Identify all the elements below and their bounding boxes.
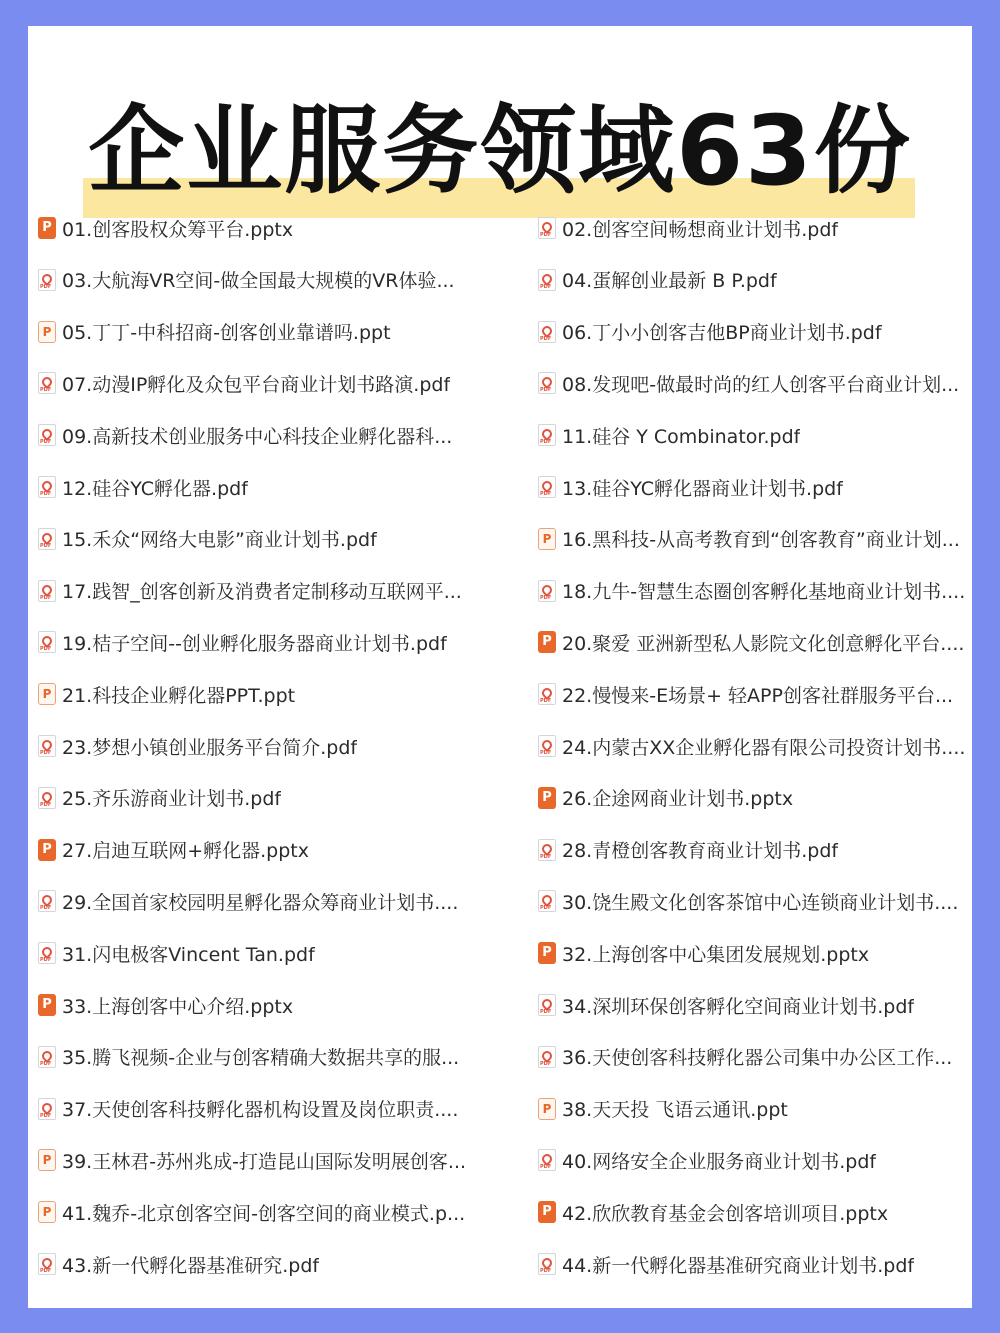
file-name: 42.欣欣教育基金会创客培训项目.pptx — [562, 1202, 889, 1225]
pdf-file-icon — [38, 528, 56, 550]
file-item[interactable] — [38, 1248, 478, 1280]
file-name: 18.九牛-智慧生态圈创客孵化基地商业计划书.... — [562, 581, 966, 604]
file-item[interactable] — [538, 782, 978, 814]
file-item[interactable] — [38, 1196, 478, 1228]
file-item[interactable] — [538, 471, 978, 503]
file-item[interactable] — [538, 316, 978, 348]
file-name: 02.创客空间畅想商业计划书.pdf — [562, 218, 839, 241]
file-name: 38.天天投 飞语云通讯.ppt — [562, 1099, 788, 1122]
pdf-file-icon — [538, 424, 556, 446]
pdf-file-icon — [538, 1253, 556, 1275]
pdf-file-icon — [538, 839, 556, 861]
file-item[interactable] — [538, 678, 978, 710]
file-name: 30.饶生殿文化创客茶馆中心连锁商业计划书.... — [562, 891, 959, 914]
file-name: 15.禾众“网络大电影”商业计划书.pdf — [62, 529, 377, 552]
pdf-file-icon — [538, 1046, 556, 1068]
pdf-file-icon — [538, 1149, 556, 1171]
file-name: 13.硅谷YC孵化器商业计划书.pdf — [562, 477, 843, 500]
pdf-file-icon — [38, 372, 56, 394]
file-name: 08.发现吧-做最时尚的红人创客平台商业计划... — [562, 373, 960, 396]
file-item[interactable] — [538, 419, 978, 451]
pdf-file-icon — [538, 580, 556, 602]
file-name: 21.科技企业孵化器PPT.ppt — [62, 684, 296, 707]
file-item[interactable] — [38, 1093, 478, 1125]
file-item[interactable] — [538, 626, 978, 658]
pptx-file-icon — [38, 217, 56, 239]
pptx-file-icon — [538, 631, 556, 653]
pdf-file-icon — [38, 1046, 56, 1068]
pdf-file-icon — [538, 372, 556, 394]
poster-card — [28, 26, 972, 1308]
file-name: 03.大航海VR空间-做全国最大规模的VR体验... — [62, 270, 455, 293]
file-name: 27.启迪互联网+孵化器.pptx — [62, 840, 309, 863]
file-name: 34.深圳环保创客孵化空间商业计划书.pdf — [562, 995, 915, 1018]
file-name: 43.新一代孵化器基准研究.pdf — [62, 1254, 320, 1277]
pdf-file-icon — [38, 580, 56, 602]
ppt-file-icon — [38, 321, 56, 343]
file-name: 26.企途网商业计划书.pptx — [562, 788, 794, 811]
file-name: 39.王林君-苏州兆成-打造昆山国际发明展创客... — [62, 1150, 467, 1173]
pdf-file-icon — [538, 321, 556, 343]
file-name: 33.上海创客中心介绍.pptx — [62, 995, 294, 1018]
file-name: 24.内蒙古XX企业孵化器有限公司投资计划书.... — [562, 736, 966, 759]
file-name: 37.天使创客科技孵化器机构设置及岗位职责.... — [62, 1099, 459, 1122]
file-name: 41.魏乔-北京创客空间-创客空间的商业模式.p... — [62, 1202, 466, 1225]
file-name: 32.上海创客中心集团发展规划.pptx — [562, 943, 870, 966]
file-item[interactable] — [538, 1041, 978, 1073]
page-title: 企业服务领域63份 — [88, 95, 912, 207]
title-area — [28, 96, 972, 206]
file-name: 11.硅谷 Y Combinator.pdf — [562, 425, 801, 448]
file-item[interactable] — [38, 834, 478, 866]
file-item[interactable] — [38, 1144, 478, 1176]
file-item[interactable] — [38, 419, 478, 451]
pdf-file-icon — [538, 476, 556, 498]
file-name: 23.梦想小镇创业服务平台简介.pdf — [62, 736, 358, 759]
ppt-file-icon — [538, 528, 556, 550]
pdf-file-icon — [538, 994, 556, 1016]
file-name: 12.硅谷YC孵化器.pdf — [62, 477, 248, 500]
file-name: 22.慢慢来-E场景+ 轻APP创客社群服务平台... — [562, 684, 954, 707]
pdf-file-icon — [538, 890, 556, 912]
file-item[interactable] — [38, 264, 478, 296]
file-item[interactable] — [38, 471, 478, 503]
pdf-file-icon — [38, 1098, 56, 1120]
file-name: 36.天使创客科技孵化器公司集中办公区工作... — [562, 1047, 953, 1070]
file-name: 19.桔子空间--创业孵化服务器商业计划书.pdf — [62, 632, 447, 655]
pdf-file-icon — [38, 269, 56, 291]
file-item[interactable] — [38, 730, 478, 762]
file-item[interactable] — [538, 834, 978, 866]
file-name: 07.动漫IP孵化及众包平台商业计划书路演.pdf — [62, 373, 451, 396]
file-name: 40.网络安全企业服务商业计划书.pdf — [562, 1150, 877, 1173]
file-item[interactable] — [38, 626, 478, 658]
file-item[interactable] — [538, 264, 978, 296]
file-name: 20.聚爱 亚洲新型私人影院文化创意孵化平台.... — [562, 632, 965, 655]
file-item[interactable] — [538, 212, 978, 244]
file-item[interactable] — [538, 989, 978, 1021]
file-item[interactable] — [538, 367, 978, 399]
file-item[interactable] — [38, 885, 478, 917]
file-item[interactable] — [38, 575, 478, 607]
file-item[interactable] — [538, 1093, 978, 1125]
file-item[interactable] — [538, 885, 978, 917]
file-name: 06.丁小小创客吉他BP商业计划书.pdf — [562, 322, 882, 345]
file-item[interactable] — [538, 937, 978, 969]
file-item[interactable] — [38, 937, 478, 969]
file-item[interactable] — [538, 575, 978, 607]
file-item[interactable] — [538, 1144, 978, 1176]
file-name: 04.蛋解创业最新 B P.pdf — [562, 270, 777, 293]
file-item[interactable] — [538, 1248, 978, 1280]
file-item[interactable] — [538, 730, 978, 762]
pdf-file-icon — [38, 890, 56, 912]
file-item[interactable] — [38, 678, 478, 710]
file-item[interactable] — [538, 1196, 978, 1228]
pdf-file-icon — [38, 631, 56, 653]
file-name: 29.全国首家校园明星孵化器众筹商业计划书.... — [62, 891, 459, 914]
file-item[interactable] — [38, 989, 478, 1021]
pdf-file-icon — [538, 683, 556, 705]
file-item[interactable] — [38, 1041, 478, 1073]
file-name: 01.创客股权众筹平台.pptx — [62, 218, 294, 241]
file-item[interactable] — [38, 367, 478, 399]
pptx-file-icon — [538, 787, 556, 809]
file-name: 28.青橙创客教育商业计划书.pdf — [562, 840, 839, 863]
file-item[interactable] — [38, 782, 478, 814]
file-item[interactable] — [38, 212, 478, 244]
pdf-file-icon — [38, 942, 56, 964]
file-name: 17.践智_创客创新及消费者定制移动互联网平... — [62, 581, 462, 604]
ppt-file-icon — [538, 1098, 556, 1120]
file-name: 25.齐乐游商业计划书.pdf — [62, 788, 282, 811]
ppt-file-icon — [38, 1201, 56, 1223]
pdf-file-icon — [538, 269, 556, 291]
file-name: 35.腾飞视频-企业与创客精确大数据共享的服... — [62, 1047, 460, 1070]
pdf-file-icon — [38, 1253, 56, 1275]
pdf-file-icon — [538, 735, 556, 757]
ppt-file-icon — [38, 683, 56, 705]
pptx-file-icon — [38, 994, 56, 1016]
ppt-file-icon — [38, 1149, 56, 1171]
pptx-file-icon — [38, 839, 56, 861]
pdf-file-icon — [538, 217, 556, 239]
pptx-file-icon — [538, 1201, 556, 1223]
pdf-file-icon — [38, 787, 56, 809]
file-item[interactable] — [38, 523, 478, 555]
file-name: 16.黑科技-从高考教育到“创客教育”商业计划... — [562, 529, 960, 552]
pdf-file-icon — [38, 476, 56, 498]
file-item[interactable] — [38, 316, 478, 348]
file-name: 31.闪电极客Vincent Tan.pdf — [62, 943, 315, 966]
file-name: 44.新一代孵化器基准研究商业计划书.pdf — [562, 1254, 915, 1277]
pptx-file-icon — [538, 942, 556, 964]
file-item[interactable] — [538, 523, 978, 555]
pdf-file-icon — [38, 735, 56, 757]
pdf-file-icon — [38, 424, 56, 446]
file-name: 05.丁丁-中科招商-创客创业靠谱吗.ppt — [62, 322, 391, 345]
file-name: 09.高新技术创业服务中心科技企业孵化器科... — [62, 425, 453, 448]
